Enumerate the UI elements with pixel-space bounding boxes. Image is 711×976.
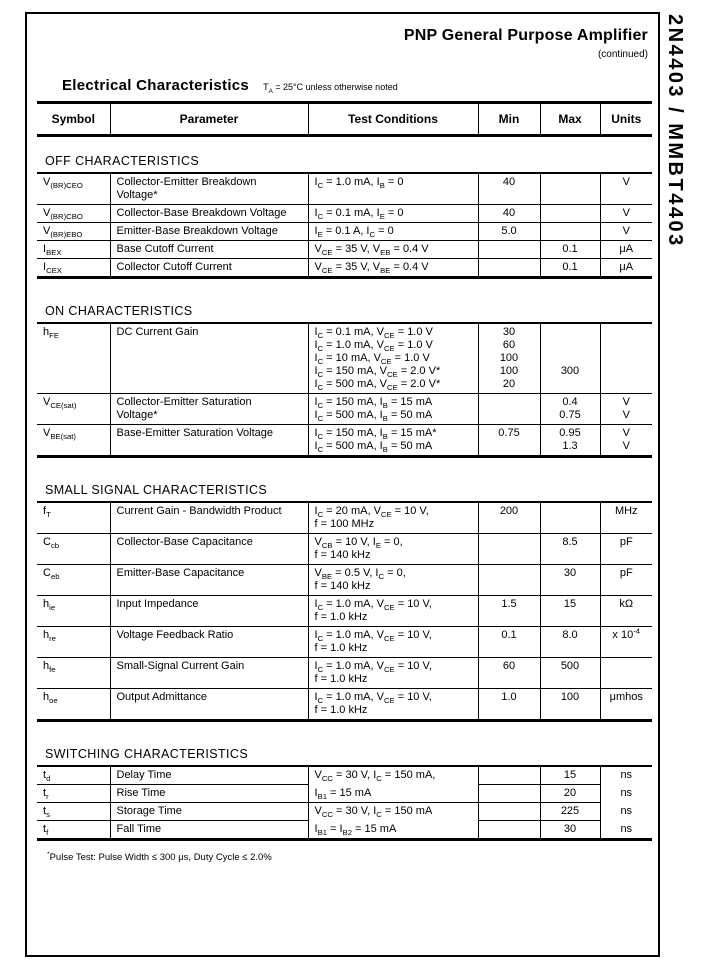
cell-symbol: $f_T$ [37, 502, 110, 534]
cell-parameter: Current Gain - Bandwidth Product [110, 502, 308, 534]
cell-units: μmhos [600, 689, 652, 721]
cell-min: 1.0 [478, 689, 540, 721]
cell-test-conditions: $I_C = 0.1$ mA, $I_E = 0$ [308, 205, 478, 223]
cell-parameter: Collector Cutoff Current [110, 259, 308, 278]
table-row [37, 821, 652, 840]
cell-max: 8.0 [540, 627, 600, 658]
cell-max: 100 [540, 689, 600, 721]
cell-parameter: Base Cutoff Current [110, 241, 308, 259]
cell-max: 225 [540, 803, 600, 821]
side-part-number-label: 2N4403 / MMBT4403 [664, 14, 686, 248]
cell-units: V V [600, 425, 652, 457]
cell-test-conditions: $I_C = 20$ mA, $V_{CE} = 10$ V, f = 100 MHz [308, 502, 478, 534]
table-row [37, 785, 652, 803]
cell-min: 40 [478, 205, 540, 223]
cell-symbol: $t_f$ [37, 821, 110, 840]
cell-parameter: Collector-Base Capacitance [110, 534, 308, 565]
cell-parameter: Output Admittance [110, 689, 308, 721]
cell-symbol: $t_r$ [37, 785, 110, 803]
cell-max: 300 [540, 323, 600, 394]
cell-min [478, 565, 540, 596]
spec-table [37, 322, 652, 458]
cell-units: x $10^{-4}$ [600, 627, 652, 658]
cell-units: μA [600, 241, 652, 259]
cell-max: 500 [540, 658, 600, 689]
cell-test-conditions: $V_{CC} = 30$ V, $I_C = 150$ mA, [308, 766, 478, 785]
table-row [37, 627, 652, 658]
table-row [37, 689, 652, 721]
cell-parameter: Delay Time [110, 766, 308, 785]
cell-units: MHz [600, 502, 652, 534]
cell-test-conditions: $V_{CE} = 35$ V, $V_{EB} = 0.4$ V [308, 241, 478, 259]
cell-min: 200 [478, 502, 540, 534]
cell-parameter: Voltage Feedback Ratio [110, 627, 308, 658]
col-header-symbol: Symbol [51, 112, 95, 126]
cell-max: 20 [540, 785, 600, 803]
cell-parameter: Storage Time [110, 803, 308, 821]
cell-units: pF [600, 565, 652, 596]
cell-min: 60 [478, 658, 540, 689]
cell-units: V [600, 173, 652, 205]
cell-test-conditions: $I_C = 150$ mA, $I_B = 15$ mA* $I_C = 500$ mA, $I_B = 50$ mA [308, 425, 478, 457]
cell-parameter: Input Impedance [110, 596, 308, 627]
table-row [37, 241, 652, 259]
spec-table [37, 765, 652, 841]
cell-parameter: Base-Emitter Saturation Voltage [110, 425, 308, 457]
cell-min [478, 394, 540, 425]
cell-units: μA [600, 259, 652, 278]
characteristics-sections [37, 154, 652, 841]
cell-min [478, 241, 540, 259]
cell-units: ns [600, 766, 652, 785]
table-row [37, 425, 652, 457]
table-row [37, 323, 652, 394]
cell-units: ns [600, 821, 652, 840]
cell-symbol: $I_{BEX}$ [37, 241, 110, 259]
page-border-box [25, 12, 660, 957]
cell-max: 15 [540, 596, 600, 627]
cell-symbol: $V_{CE(sat)}$ [37, 394, 110, 425]
temperature-note: $T_A = 25^\circ C$ unless otherwise noted [263, 82, 398, 95]
cell-min: 0.1 [478, 627, 540, 658]
cell-test-conditions: $V_{CB} = 10$ V, $I_E = 0$, f = 140 kHz [308, 534, 478, 565]
cell-test-conditions: $V_{CC} = 30$ V, $I_C = 150$ mA [308, 803, 478, 821]
cell-max: 30 [540, 565, 600, 596]
cell-parameter: Rise Time [110, 785, 308, 803]
cell-parameter: Collector-Emitter Saturation Voltage* [110, 394, 308, 425]
pulse-test-footnote: *Pulse Test: Pulse Width ≤ 300 μs, Duty Cycle ≤ 2.0% [47, 850, 272, 863]
table-row [37, 394, 652, 425]
table-row [37, 766, 652, 785]
cell-symbol: $V_{BE(sat)}$ [37, 425, 110, 457]
cell-symbol: $h_{fe}$ [37, 658, 110, 689]
table-row [37, 173, 652, 205]
section-heading: SMALL SIGNAL CHARACTERISTICS [45, 483, 268, 497]
cell-test-conditions: $I_C = 1.0$ mA, $V_{CE} = 10$ V, f = 1.0 kHz [308, 627, 478, 658]
cell-symbol: $h_{ie}$ [37, 596, 110, 627]
cell-symbol: $h_{re}$ [37, 627, 110, 658]
spec-table [37, 501, 652, 722]
cell-max: 0.4 0.75 [540, 394, 600, 425]
cell-units: ns [600, 785, 652, 803]
table-row [37, 534, 652, 565]
title-block [27, 27, 648, 60]
table-row [37, 596, 652, 627]
cell-max [540, 173, 600, 205]
cell-max: 0.1 [540, 241, 600, 259]
section-heading: SWITCHING CHARACTERISTICS [45, 747, 249, 761]
cell-symbol: $h_{oe}$ [37, 689, 110, 721]
table-row [37, 803, 652, 821]
cell-test-conditions: $I_C = 1.0$ mA, $V_{CE} = 10$ V, f = 1.0 kHz [308, 689, 478, 721]
cell-parameter: Small-Signal Current Gain [110, 658, 308, 689]
page-title: PNP General Purpose Amplifier [403, 27, 648, 44]
table-row [37, 223, 652, 241]
cell-max: 15 [540, 766, 600, 785]
cell-parameter: Collector-Emitter Breakdown Voltage* [110, 173, 308, 205]
cell-parameter: Collector-Base Breakdown Voltage [110, 205, 308, 223]
cell-test-conditions: $I_{B1} = 15$ mA [308, 785, 478, 803]
cell-units: pF [600, 534, 652, 565]
cell-parameter: Emitter-Base Breakdown Voltage [110, 223, 308, 241]
section-heading: ON CHARACTERISTICS [45, 304, 193, 318]
col-header-max: Max [540, 103, 600, 136]
cell-symbol: $V_{(BR)CEO}$ [37, 173, 110, 205]
cell-parameter: DC Current Gain [110, 323, 308, 394]
table-row [37, 565, 652, 596]
cell-max: 0.95 1.3 [540, 425, 600, 457]
cell-test-conditions: $I_C = 1.0$ mA, $V_{CE} = 10$ V, f = 1.0 kHz [308, 658, 478, 689]
cell-min [478, 766, 540, 785]
spec-table [37, 172, 652, 279]
page-subtitle: (continued) [597, 49, 648, 60]
cell-test-conditions: $V_{BE} = 0.5$ V, $I_C = 0$, f = 140 kHz [308, 565, 478, 596]
cell-units: V [600, 223, 652, 241]
cell-parameter: Fall Time [110, 821, 308, 840]
cell-max: 30 [540, 821, 600, 840]
electrical-characteristics-title: Electrical Characteristics [62, 77, 250, 94]
cell-max [540, 205, 600, 223]
cell-min [478, 821, 540, 840]
cell-units: ns [600, 803, 652, 821]
table-row [37, 259, 652, 278]
table-row [37, 205, 652, 223]
cell-units: V [600, 205, 652, 223]
electrical-characteristics-header [62, 77, 658, 95]
cell-min: 0.75 [478, 425, 540, 457]
col-header-parameter: Parameter [110, 103, 308, 136]
cell-parameter: Emitter-Base Capacitance [110, 565, 308, 596]
cell-max [540, 502, 600, 534]
cell-symbol: $h_{FE}$ [37, 323, 110, 394]
cell-min: 1.5 [478, 596, 540, 627]
cell-symbol: $C_{cb}$ [37, 534, 110, 565]
cell-min: 5.0 [478, 223, 540, 241]
cell-units [600, 323, 652, 394]
cell-symbol: $V_{(BR)CBO}$ [37, 205, 110, 223]
table-row [37, 502, 652, 534]
col-header-min: Min [478, 103, 540, 136]
cell-min: 40 [478, 173, 540, 205]
cell-test-conditions: $V_{CE} = 35$ V, $V_{BE} = 0.4$ V [308, 259, 478, 278]
cell-symbol: $V_{(BR)EBO}$ [37, 223, 110, 241]
cell-min [478, 803, 540, 821]
cell-min [478, 785, 540, 803]
cell-test-conditions: $I_C = 1.0$ mA, $I_B = 0$ [308, 173, 478, 205]
cell-max: 8.5 [540, 534, 600, 565]
cell-symbol: $t_s$ [37, 803, 110, 821]
cell-max: 0.1 [540, 259, 600, 278]
cell-min [478, 259, 540, 278]
cell-max [540, 223, 600, 241]
cell-symbol: $t_d$ [37, 766, 110, 785]
cell-test-conditions: $I_{B1} = I_{B2} = 15$ mA [308, 821, 478, 840]
table-row [37, 658, 652, 689]
column-header-table [37, 101, 652, 137]
cell-units: V V [600, 394, 652, 425]
column-header-row [37, 103, 652, 136]
cell-units [600, 658, 652, 689]
cell-units: kΩ [600, 596, 652, 627]
cell-symbol: $I_{CEX}$ [37, 259, 110, 278]
col-header-test-conditions: Test Conditions [308, 103, 478, 136]
cell-min: 30 60 100 100 20 [478, 323, 540, 394]
section-heading: OFF CHARACTERISTICS [45, 154, 200, 168]
cell-symbol: $C_{eb}$ [37, 565, 110, 596]
cell-min [478, 534, 540, 565]
cell-test-conditions: $I_E = 0.1$ A, $I_C = 0$ [308, 223, 478, 241]
cell-test-conditions: $I_C = 1.0$ mA, $V_{CE} = 10$ V, f = 1.0 kHz [308, 596, 478, 627]
col-header-units: Units [600, 103, 652, 136]
cell-test-conditions: $I_C = 0.1$ mA, $V_{CE} = 1.0$ V $I_C = 1.0$ mA, $V_{CE} = 1.0$ V $I_C = 10$ mA, $V_{CE} = 1.0$ V $I_C = 150$ mA, $V_{CE} = 2.0$ V* $I_C = 500$ mA, $V_{CE} = 2.0$ V* [308, 323, 478, 394]
cell-test-conditions: $I_C = 150$ mA, $I_B = 15$ mA $I_C = 500$ mA, $I_B = 50$ mA [308, 394, 478, 425]
